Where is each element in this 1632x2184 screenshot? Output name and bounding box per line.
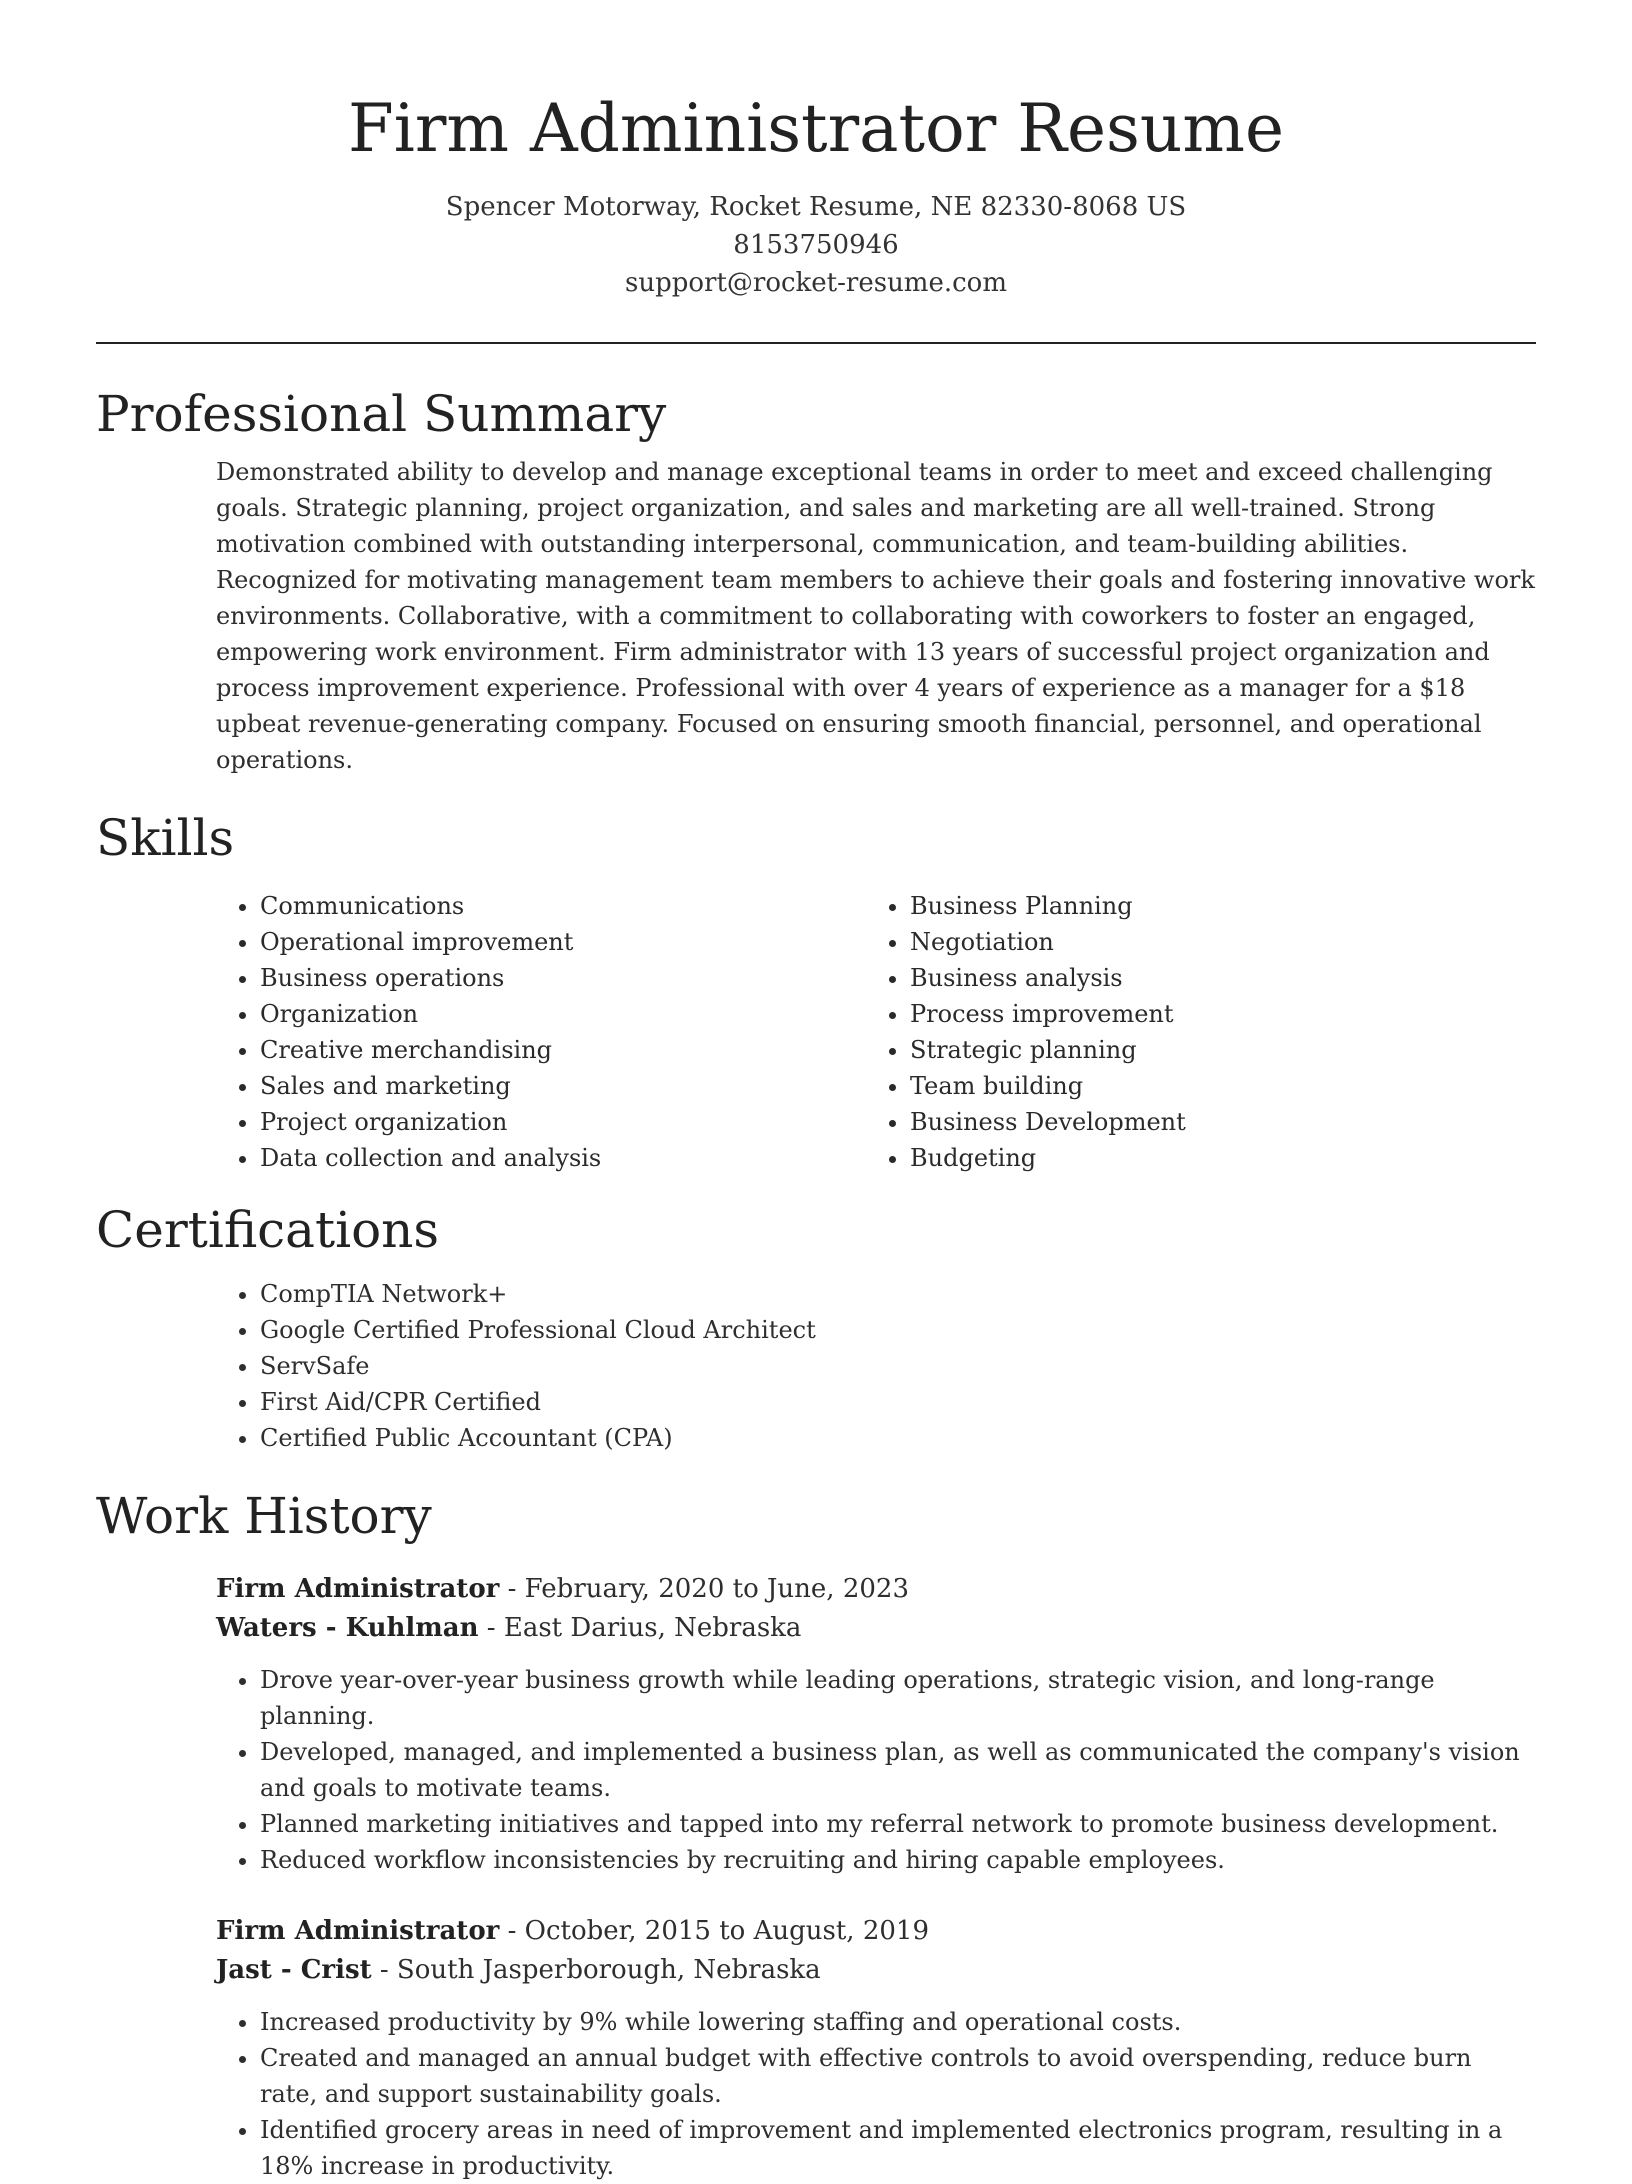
skill-item: • Organization xyxy=(260,996,746,1032)
job-bullet-list xyxy=(216,1662,1536,1878)
skill-item: • Team building xyxy=(910,1068,1396,1104)
summary-heading: Professional Summary xyxy=(96,385,667,443)
certification-item: • Google Certified Professional Cloud Architect xyxy=(260,1312,1536,1348)
certification-item: • CompTIA Network+ xyxy=(260,1276,1536,1312)
job-role: Firm Administrator xyxy=(216,1574,500,1604)
job-bullet: • Created and managed an annual budget with effective controls to avoid overspending, reduce burn rate, and support sustainability goals. xyxy=(260,2040,1536,2112)
skill-item: • Negotiation xyxy=(910,924,1396,960)
job-bullet: • Developed, managed, and implemented a business plan, as well as communicated the company's vision and goals to motivate teams. xyxy=(260,1734,1536,1806)
skills-grid xyxy=(96,888,1536,1176)
skill-item: • Communications xyxy=(260,888,746,924)
job-bullet: • Reduced workflow inconsistencies by recruiting and hiring capable employees. xyxy=(260,1842,1536,1878)
resume-title: Firm Administrator Resume xyxy=(347,90,1285,167)
job-bullet: • Increased productivity by 9% while lowering staffing and operational costs. xyxy=(260,2004,1536,2040)
resume-header xyxy=(96,0,1536,302)
skill-item: • Project organization xyxy=(260,1104,746,1140)
job-dates: - October, 2015 to August, 2019 xyxy=(499,1916,929,1946)
job-company: Waters - Kuhlman xyxy=(216,1613,479,1643)
resume-page xyxy=(96,0,1536,2184)
skill-item: • Strategic planning xyxy=(910,1032,1396,1068)
job-bullet: • Identified grocery areas in need of improvement and implemented electronics program, resulting in a 18% increase in productivity. xyxy=(260,2112,1536,2184)
skill-item: • Business Planning xyxy=(910,888,1396,924)
job-company-line xyxy=(216,1609,1536,1648)
work-history-heading: Work History xyxy=(96,1487,432,1545)
job-entry xyxy=(216,1570,1536,1878)
job-role: Firm Administrator xyxy=(216,1916,500,1946)
certifications-list xyxy=(96,1276,1536,1456)
certification-item: • First Aid/CPR Certified xyxy=(260,1384,1536,1420)
job-bullet: • Planned marketing initiatives and tapped into my referral network to promote business development. xyxy=(260,1806,1536,1842)
job-location: - South Jasperborough, Nebraska xyxy=(371,1955,821,1985)
skills-list-right xyxy=(746,888,1396,1176)
skill-item: • Business operations xyxy=(260,960,746,996)
contact-phone: 8153750946 xyxy=(733,230,899,260)
contact-block xyxy=(96,188,1536,302)
job-bullet-list xyxy=(216,2004,1536,2184)
certification-item: • Certified Public Accountant (CPA) xyxy=(260,1420,1536,1456)
job-company-line xyxy=(216,1951,1536,1990)
skill-item: • Budgeting xyxy=(910,1140,1396,1176)
skill-item: • Business analysis xyxy=(910,960,1396,996)
skill-item: • Data collection and analysis xyxy=(260,1140,746,1176)
contact-address: Spencer Motorway, Rocket Resume, NE 82330-8068 US xyxy=(445,192,1187,222)
job-title-line xyxy=(216,1912,1536,1951)
summary-text: Demonstrated ability to develop and manage exceptional teams in order to meet and exceed challenging goals. Strategic planning, project organization, and sales and marketing are all well-trained. Strong motivation combined with outstanding interpersonal, communication, and team-building abilities. Recognized for motivating management team members to achieve their goals and fostering innovative work environments. Collaborative, with a commitment to collaborating with coworkers to foster an engaged, empowering work environment. Firm administrator with 13 years of successful project organization and process improvement experience. Professional with over 4 years of experience as a manager for a $18 upbeat revenue-generating company. Focused on ensuring smooth financial, personnel, and operational operations. xyxy=(216,458,1535,774)
skill-item: • Business Development xyxy=(910,1104,1396,1140)
job-dates: - February, 2020 to June, 2023 xyxy=(499,1574,909,1604)
job-title-line xyxy=(216,1570,1536,1609)
job-company: Jast - Crist xyxy=(216,1955,372,1985)
skills-heading: Skills xyxy=(96,809,235,867)
certifications-heading: Certifications xyxy=(96,1201,440,1259)
certification-item: • ServSafe xyxy=(260,1348,1536,1384)
job-entry xyxy=(216,1912,1536,2184)
skill-item: • Sales and marketing xyxy=(260,1068,746,1104)
skill-item: • Creative merchandising xyxy=(260,1032,746,1068)
header-divider xyxy=(96,342,1536,344)
skill-item: • Operational improvement xyxy=(260,924,746,960)
skills-list-left xyxy=(96,888,746,1176)
job-location: - East Darius, Nebraska xyxy=(478,1613,802,1643)
job-bullet: • Drove year-over-year business growth while leading operations, strategic vision, and long-range planning. xyxy=(260,1662,1536,1734)
contact-email: support@rocket-resume.com xyxy=(624,268,1007,298)
skill-item: • Process improvement xyxy=(910,996,1396,1032)
